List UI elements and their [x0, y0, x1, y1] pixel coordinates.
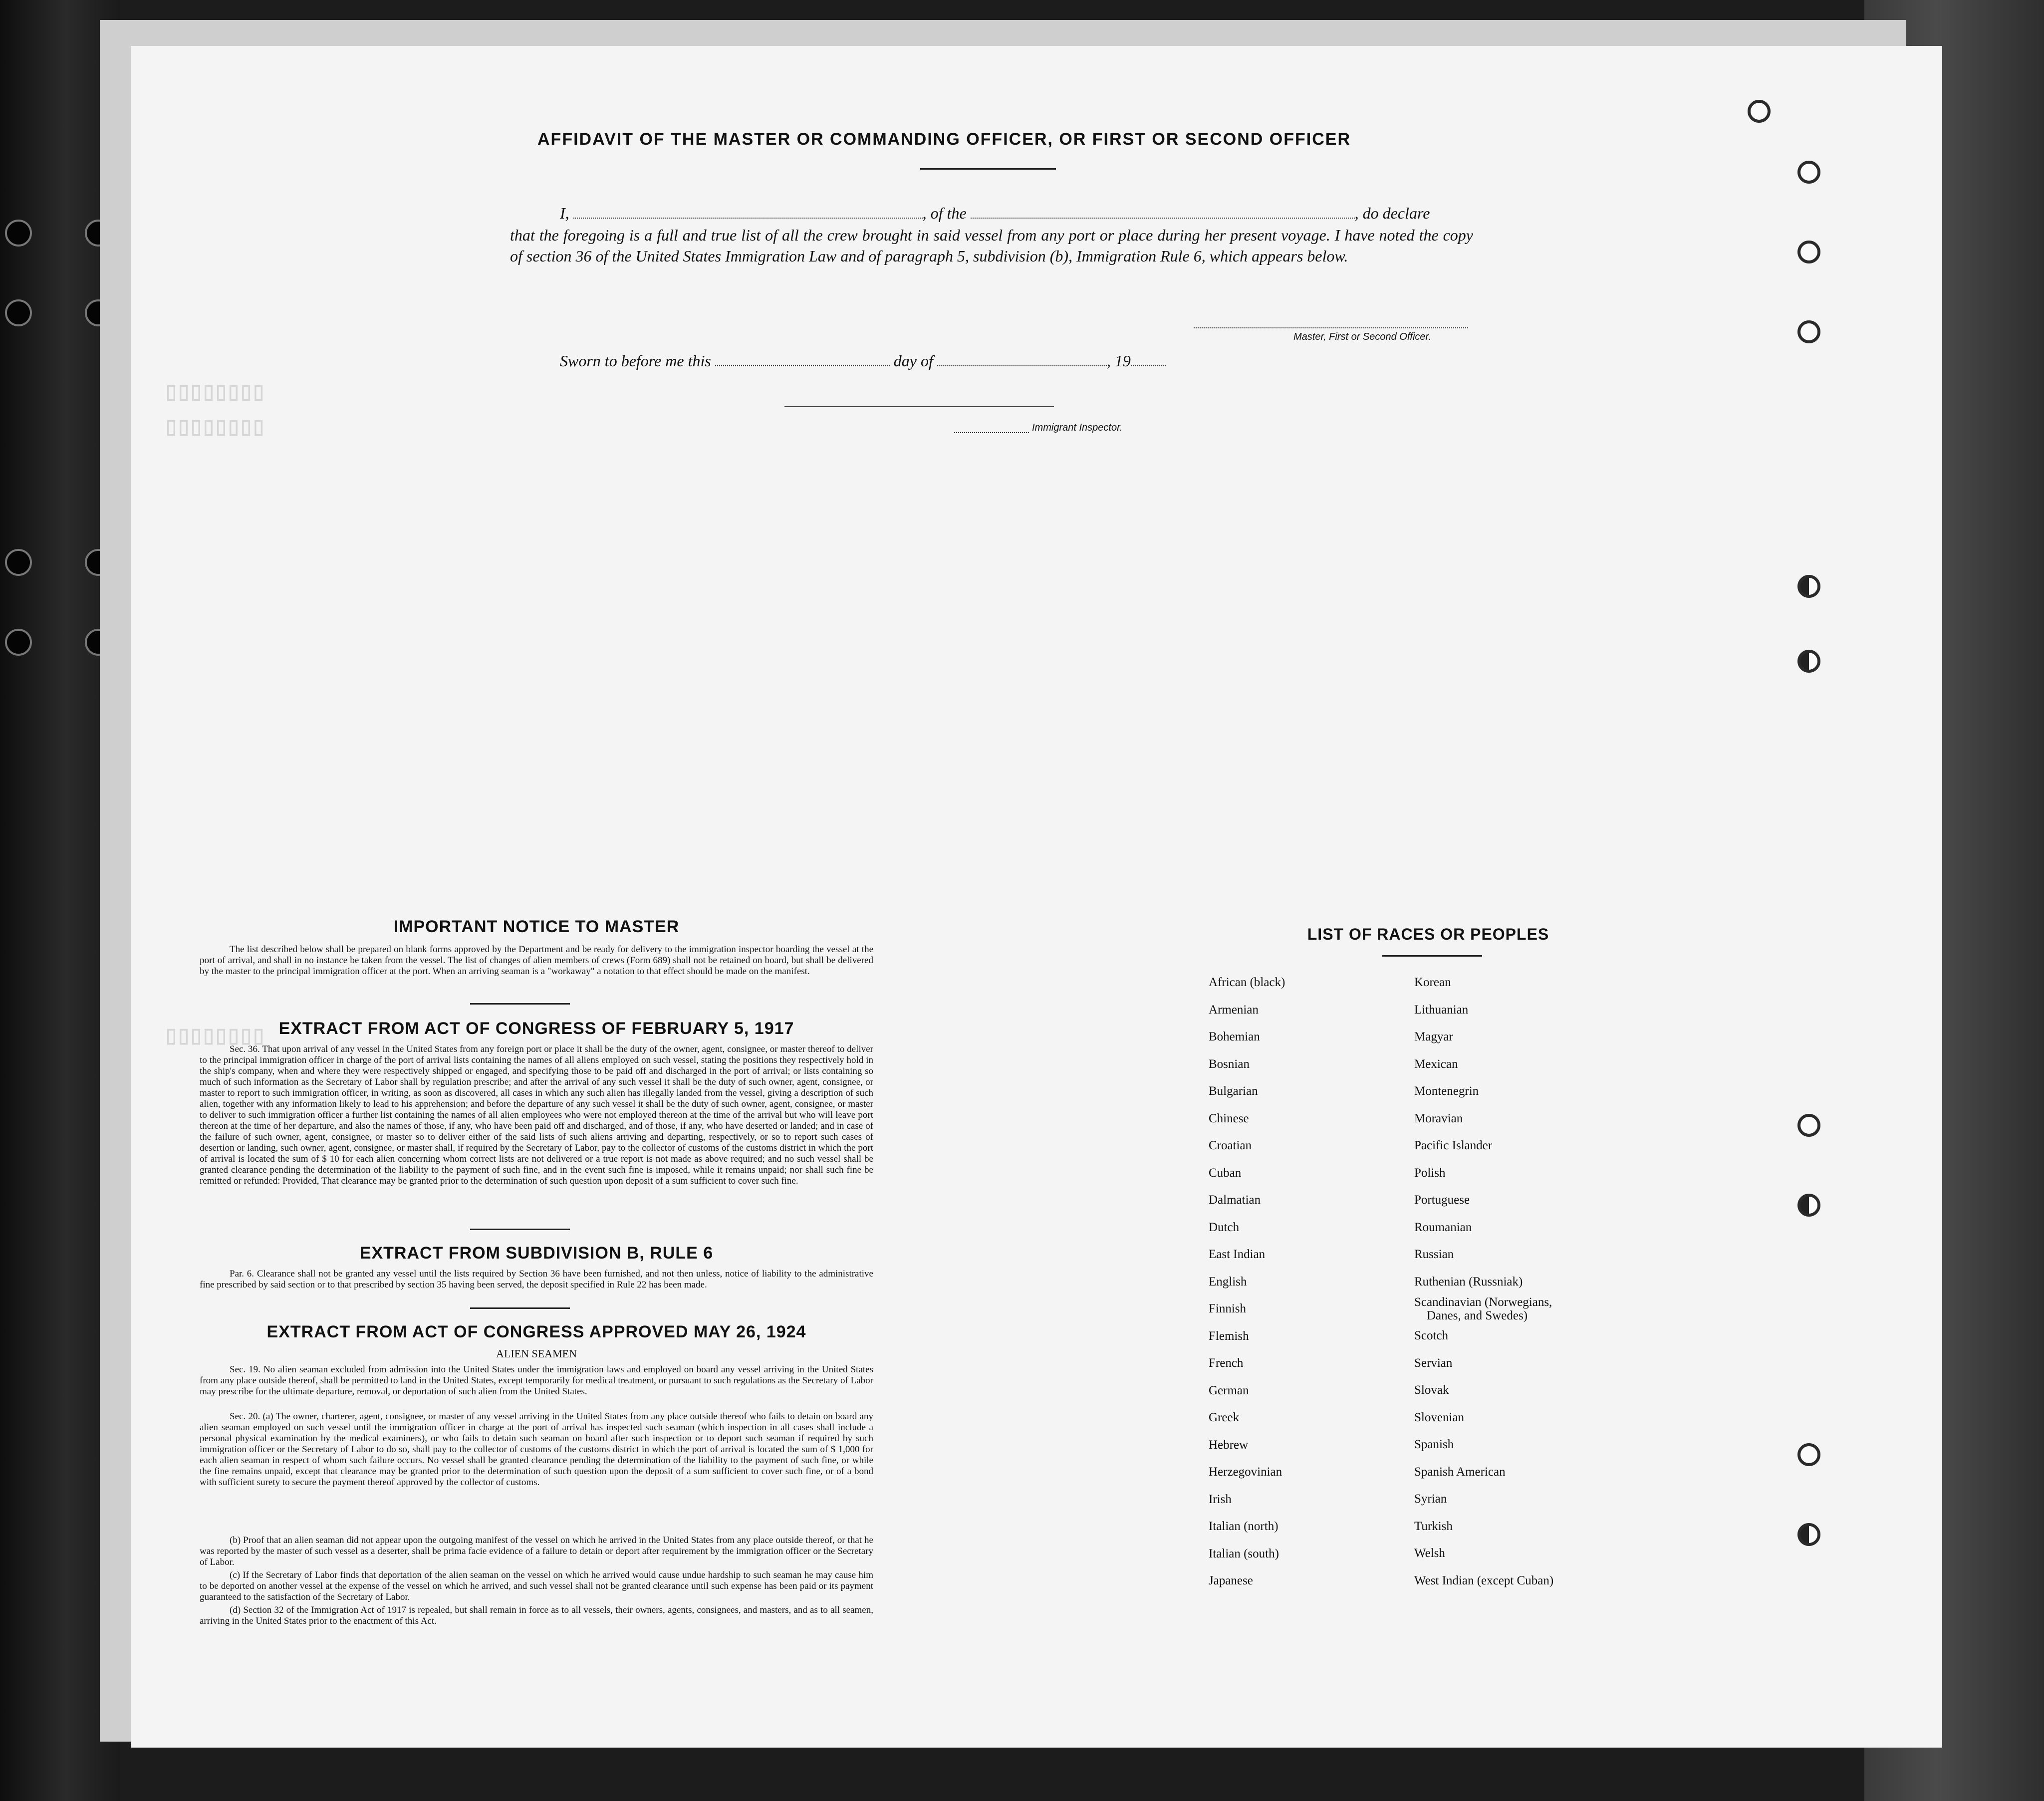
sec20c-text: (c) If the Secretary of Labor finds that deportation of the alien seaman on the vessel on which he arrived would cause undue hardship to such seaman he may cause him to be deported on another vessel at the expense of the vessel on which he arrived, and such vessel shall not be granted clearance until such expense has been paid or its payment guaranteed to the satisfaction of the Secretary of Labor. [200, 1570, 873, 1602]
inspector-caption: Immigrant Inspector. [1032, 422, 1123, 433]
binding-hole [1797, 1523, 1820, 1546]
binding-hole [1797, 575, 1820, 598]
race-item: Ruthenian (Russniak) [1414, 1275, 1523, 1288]
race-item: Pacific Islander [1414, 1139, 1493, 1152]
race-item: Italian (south) [1209, 1546, 1279, 1560]
sworn-line [560, 350, 1166, 371]
binding-hole [1748, 100, 1771, 123]
race-item: African (black) [1209, 976, 1285, 989]
race-item: Welsh [1414, 1546, 1445, 1560]
affidavit-of-the: , of the [922, 204, 967, 222]
race-item: Portuguese [1414, 1193, 1470, 1207]
races-left-column [1209, 969, 1285, 1595]
bleed-through-stamp: ▯▯▯▯▯▯▯▯ [166, 381, 266, 403]
race-item: Bosnian [1209, 1057, 1250, 1071]
binding-hole [1797, 161, 1820, 184]
race-item: Greek [1209, 1411, 1240, 1424]
day-of-label: day of [893, 352, 933, 370]
sec20b-text: (b) Proof that an alien seaman did not appear upon the outgoing manifest of the vessel on which he arrived in the United States from any place outside thereof, or that he was reported by the master of such vessel as a deserter, shall be prima facie evidence of a failure to detain or deport after requirement by the immigration officer or the Secretary of Labor. [200, 1535, 873, 1567]
race-item: Flemish [1209, 1329, 1249, 1343]
race-item: Spanish American [1414, 1465, 1506, 1479]
master-signature-line[interactable] [1194, 326, 1468, 328]
notice-text: The list described below shall be prepared on blank forms approved by the Department and be ready for delivery to the immigration inspector boarding the vessel at the port of arrival, and shall in no instance be taken from the vessel. The list of changes of alien members of crews (Form 689) shall not be retained on board, but shall be delivered by the master to the principal immigration officer at the port. When an arriving seaman is a "workaway" a notation to that effect should be made on the manifest. [200, 944, 873, 977]
race-item: Cuban [1209, 1166, 1242, 1180]
binding-hole [1797, 1443, 1820, 1466]
vessel-blank[interactable] [971, 205, 1355, 219]
race-item: Polish [1414, 1166, 1446, 1180]
alien-seamen-subtitle: ALIEN SEAMEN [496, 1347, 577, 1360]
inspector-signature-line[interactable] [954, 431, 1029, 433]
race-item: Magyar [1414, 1030, 1453, 1043]
year-blank[interactable] [1131, 352, 1166, 366]
race-item: Moravian [1414, 1111, 1463, 1125]
sec20a-text: Sec. 20. (a) The owner, charterer, agent, consignee, or master of any vessel arriving in the United States from any place outside thereof who fails to detain on board any alien seaman employed on such vessel until the immigration officer in charge at the port of arrival has inspected such seaman (which inspection in all cases shall include a personal physical examination by the medical examiners), or who fails to detain such seaman on board after such inspection or to deport such seaman if required by such immigration officer or the Secretary of Labor to do so, shall pay to the collector of customs of the customs district in which the port of arrival is located the sum of $ 1,000 for each alien seaman in respect of whom such failure occurs. No vessel shall be granted clearance pending the determination of the liability to the payment of such fine, or while the fine remains unpaid, except that clearance may be granted prior to the determination of such question upon the deposit of a sum sufficient to cover such fine, or of a bond with sufficient surety to secure the payment thereof approved by the collector of customs. [200, 1411, 873, 1488]
race-item: Roumanian [1414, 1220, 1472, 1234]
binding-hole [1797, 1114, 1820, 1137]
notice-title: IMPORTANT NOTICE TO MASTER [393, 917, 680, 936]
binding-hole [1797, 1194, 1820, 1217]
witness-line[interactable] [784, 405, 1054, 407]
binding-hole [1797, 241, 1820, 263]
divider [1382, 955, 1482, 957]
document-page [131, 46, 1942, 1748]
race-item: Russian [1414, 1248, 1454, 1261]
race-item: Dutch [1209, 1220, 1240, 1234]
race-item: Bulgarian [1209, 1084, 1258, 1098]
affidavit-title: AFFIDAVIT OF THE MASTER OR COMMANDING OFFICER, OR FIRST OR SECOND OFFICER [537, 130, 1351, 149]
title-underline [920, 168, 1056, 170]
races-title: LIST OF RACES OR PEOPLES [1307, 925, 1549, 943]
affidavit-declaration: that the foregoing is a full and true list of all the crew brought in said vessel from any port or place during her present voyage. I have noted the copy of section 36 of the United States Immigration Law and of paragraph 5, subdivision (b), Immigration Rule 6, which appears below. [510, 226, 1473, 265]
race-item: Mexican [1414, 1057, 1458, 1071]
race-item: Croatian [1209, 1139, 1252, 1152]
extract-1917-text: Sec. 36. That upon arrival of any vessel in the United States from any foreign port or place it shall be the duty of the owner, agent, consignee, or master thereof to deliver to the principal immigration officer in charge of the port of arrival lists containing the names of all aliens employed on such vessel, stating the positions they respectively hold in the ship's company, when and where they were respectively shipped or engaged, and specifying those to be paid off and discharged in the port of arrival; or lists containing so much of such information as the Secretary of Labor shall by regulation prescribe; and after the arrival of any such vessel it shall be the duty of such owner, agent, consignee, or master to report to such immigration officer, in writing, as soon as discovered, all cases in which any such alien has illegally landed from the vessel, giving a description of such alien, together with any information likely to lead to his apprehension; and before the departure of any such vessel it shall be the duty of such owner, agent, consignee, or master to deliver to such immigration officer a further list containing the names of all alien employees who were not employed thereon at the time of the arrival but who will leave port thereon at the time of her departure, and also the names of those, if any, who have been paid off and discharged, and of those, if any, who have deserted or landed; and in case of the failure of such owner, agent, consignee, or master so to deliver either of the said lists of such aliens arriving and departing, respectively, or so to report such cases of desertion or landing, such owner, agent, consignee, or master shall, if required by the Secretary of Labor, pay to the collector of customs of the customs district in which the port of arrival is located the sum of $ 10 for each alien concerning whom correct lists are not delivered or a true report is not made as above required; and no such vessel shall be granted clearance pending the determination of the liability to the payment of such fine, and in the event such fine is imposed, while it remains unpaid; nor shall such fine be remitted or refunded: Provided, That clearance may be granted prior to the determination of such question upon deposit of a sum sufficient to cover such fine. [200, 1044, 873, 1186]
race-item: Chinese [1209, 1111, 1249, 1125]
extract-1917-title: EXTRACT FROM ACT OF CONGRESS OF FEBRUARY 5, 1917 [278, 1019, 794, 1038]
bleed-through-stamp: ▯▯▯▯▯▯▯▯ [166, 416, 266, 438]
race-item: Slovak [1414, 1383, 1449, 1397]
race-item: English [1209, 1275, 1247, 1288]
race-item: German [1209, 1383, 1249, 1397]
affidavit-intro: I, [560, 204, 569, 222]
race-item: Syrian [1414, 1492, 1447, 1506]
race-item: Spanish [1414, 1438, 1454, 1451]
name-blank[interactable] [573, 205, 923, 219]
race-item: Scandinavian (Norwegians, Danes, and Swedes) [1414, 1295, 1552, 1322]
binding-hole [1797, 320, 1820, 343]
race-item: Scotch [1414, 1329, 1449, 1342]
divider [470, 1307, 570, 1309]
year-prefix: , 19 [1106, 352, 1131, 370]
extract-1924-title: EXTRACT FROM ACT OF CONGRESS APPROVED MAY 26, 1924 [266, 1322, 806, 1341]
sworn-label: Sworn to before me this [560, 352, 711, 370]
binding-hole [5, 299, 32, 326]
race-item: Irish [1209, 1492, 1232, 1506]
sworn-month-blank[interactable] [937, 352, 1107, 366]
master-signature-caption: Master, First or Second Officer. [1293, 331, 1432, 342]
bleed-through-stamp: ▯▯▯▯▯▯▯▯ [166, 1025, 266, 1046]
sec20d-text: (d) Section 32 of the Immigration Act of 1917 is repealed, but shall remain in force as to all vessels, their owners, agents, consignees, and masters, and as to all seamen, arriving in the United States prior to the enactment of this Act. [200, 1605, 873, 1626]
race-item: Italian (north) [1209, 1520, 1278, 1533]
race-item: Korean [1414, 976, 1451, 989]
race-item: Armenian [1209, 1003, 1259, 1017]
binding-hole [5, 220, 32, 247]
race-item: Japanese [1209, 1574, 1253, 1587]
affidavit-do-declare: , do declare [1354, 204, 1430, 222]
sec19-text: Sec. 19. No alien seaman excluded from admission into the United States under the immigration laws and employed on board any vessel arriving in the United States from any place outside thereof, shall be permitted to land in the United States, except temporarily for medical treatment, or pursuant to such regulations as the Secretary of Labor may prescribe for the ultimate departure, removal, or deportation of such alien from the United States. [200, 1364, 873, 1397]
divider [470, 1229, 570, 1230]
binding-hole [1797, 650, 1820, 673]
sworn-day-blank[interactable] [715, 352, 890, 366]
race-item: Hebrew [1209, 1438, 1249, 1452]
affidavit-first-line [560, 203, 1430, 224]
race-item: Lithuanian [1414, 1003, 1469, 1017]
races-right-column [1414, 969, 1553, 1594]
rule6-text: Par. 6. Clearance shall not be granted any vessel until the lists required by Section 36 have been furnished, and not then unless, notice of liability to the administrative fine prescribed by said section or to that prescribed by section 35 having been served, the deposit specified in Rule 22 has been made. [200, 1269, 873, 1290]
race-item: Slovenian [1414, 1410, 1464, 1424]
race-item: Montenegrin [1414, 1084, 1479, 1098]
race-item: East Indian [1209, 1248, 1266, 1261]
race-item: French [1209, 1356, 1244, 1370]
race-item: Dalmatian [1209, 1193, 1261, 1207]
race-item: Finnish [1209, 1302, 1247, 1315]
binding-hole [5, 549, 32, 576]
race-item: West Indian (except Cuban) [1414, 1573, 1554, 1587]
race-item: Bohemian [1209, 1030, 1260, 1043]
race-item: Servian [1414, 1356, 1453, 1370]
rule6-title: EXTRACT FROM SUBDIVISION B, RULE 6 [359, 1244, 714, 1263]
binding-hole [5, 629, 32, 656]
divider [470, 1003, 570, 1005]
race-item: Herzegovinian [1209, 1465, 1282, 1479]
race-item: Turkish [1414, 1519, 1453, 1533]
